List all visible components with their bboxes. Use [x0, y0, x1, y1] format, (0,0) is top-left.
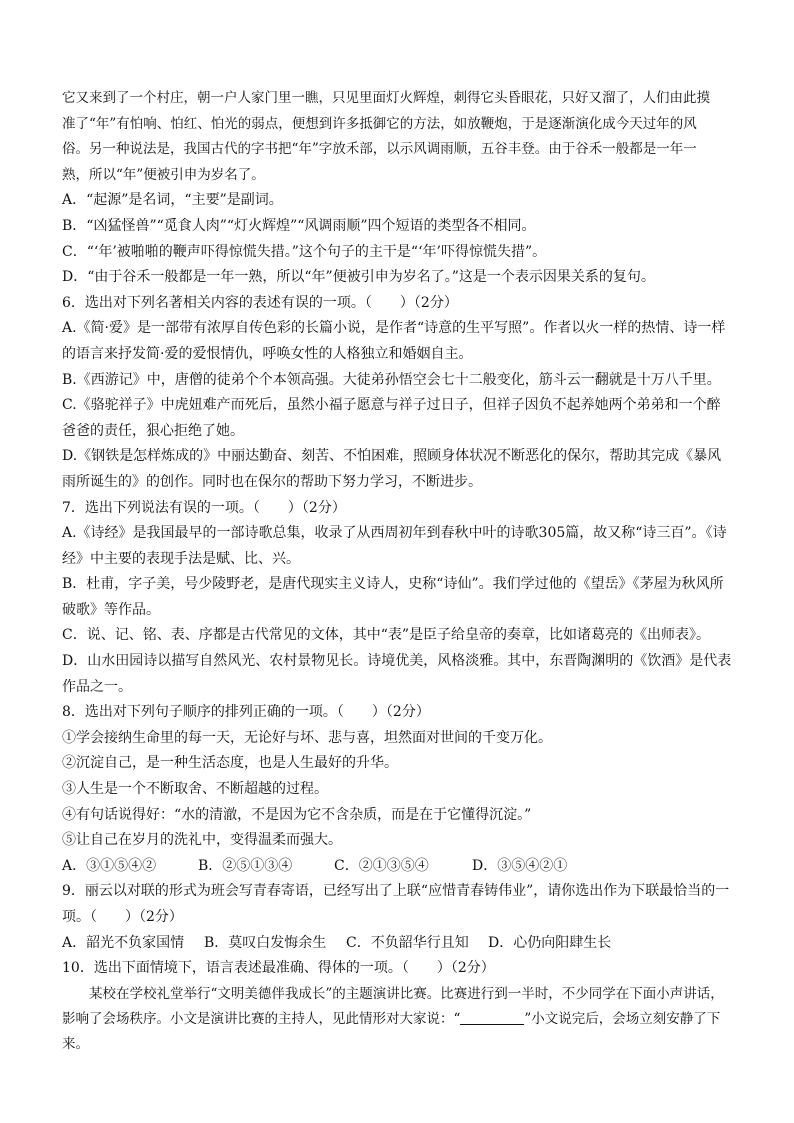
q6-stem: 6．选出对下列名著相关内容的表述有误的一项。（ ）（2分） [62, 294, 458, 311]
passage-line: 熟，所以“年”便被引申为岁名了。 [62, 166, 265, 183]
question-7 [62, 496, 734, 701]
question-10 [62, 956, 734, 1057]
q9-options [62, 931, 734, 957]
question-9 [62, 879, 734, 956]
question-8 [62, 700, 734, 879]
q8-options [62, 854, 734, 880]
q8-sentence: ④有句话说得好：“水的清澈，不是因为它不含杂质，而是在于它懂得沉淀。” [62, 806, 532, 823]
q9-option-b[interactable]: B．莫叹白发悔余生 [204, 934, 327, 951]
passage-line: 俗。另一种说法是，我国古代的字书把“年”字放禾部，以示风调雨顺，五谷丰登。由于谷禾一般都是一年一 [62, 141, 697, 158]
q9-stem-line2: 项。（ ）（2分） [62, 909, 183, 925]
q6-option-a[interactable]: A.《简·爱》是一部带有浓厚自传色彩的长篇小说，是作者“诗意的生平写照”。作者以火一样的热情、诗一样的语言来抒发简·爱的爱恨情仇，呼唤女性的人格独立和婚姻自主。 [62, 320, 726, 362]
q10-stem: 10．选出下面情境下，语言表述最准确、得体的一项。（ ）（2分） [62, 960, 495, 977]
q5-option-c[interactable]: C．“‘年’被啪啪的鞭声吓得惊慌失措。”这个句子的主干是“‘年’吓得惊慌失措”。 [62, 243, 547, 260]
q6-option-c[interactable]: C.《骆驼祥子》中虎妞难产而死后，虽然小福子愿意与祥子过日子，但祥子因负不起养她两个弟弟和一个醉爸爸的责任，狠心拒绝了她。 [62, 397, 721, 439]
q8-stem: 8．选出对下列句子顺序的排列正确的一项。（ ）（2分） [62, 704, 430, 721]
question-5-options [62, 188, 734, 290]
passage-tail [62, 86, 734, 188]
q8-option-a[interactable]: A．③①⑤④② [62, 857, 157, 874]
q8-option-c[interactable]: C．②①③⑤④ [334, 857, 429, 874]
question-6 [62, 291, 734, 496]
q5-option-a[interactable]: A．“起源”是名词，“主要”是副词。 [62, 192, 283, 209]
q9-option-a[interactable]: A．韶光不负家国情 [62, 934, 185, 951]
passage-line: 准了“年”有怕响、怕红、怕光的弱点，便想到许多抵御它的方法，如放鞭炮，于是逐渐演化成今天过年的风 [62, 115, 697, 132]
q8-option-b[interactable]: B．②⑤①③④ [198, 857, 293, 874]
q9-option-c[interactable]: C．不负韶华行且知 [346, 934, 469, 951]
q9-stem-line1: 9．丽云以对联的形式为班会写青春寄语，已经写出了上联“应惜青春铸伟业”，请你选出作为下联最恰当的一 [62, 883, 730, 900]
answer-blank[interactable] [460, 1010, 524, 1025]
q10-scenario-before: 某校在学校礼堂举行“文明美德伴我成长”的主题演讲比赛。比赛进行到一半时，不少同学在下面小声讲话，影响了会场秩序。小文是演讲比赛的主持人，见此情形对大家说：“ [62, 985, 724, 1027]
q7-option-c[interactable]: C．说、记、铭、表、序都是古代常见的文体，其中“表”是臣子给皇帝的奏章，比如诸葛亮的《出师表》。 [62, 627, 711, 644]
q8-sentence: ②沉淀自己，是一种生活态度，也是人生最好的升华。 [62, 755, 398, 772]
q7-stem: 7．选出下列说法有误的一项。（ ）（2分） [62, 499, 346, 516]
q8-sentence: ①学会接纳生命里的每一天，无论好与坏、悲与喜，坦然面对世间的千变万化。 [62, 729, 552, 746]
q5-option-b[interactable]: B．“凶猛怪兽”“觅食人肉”“灯火辉煌”“风调雨顺”四个短语的类型各不相同。 [62, 217, 536, 234]
passage-line: 它又来到了一个村庄，朝一户人家门里一瞧，只见里面灯火辉煌，刺得它头昏眼花，只好又溜了，人们由此摸 [62, 90, 710, 106]
q7-option-a[interactable]: A.《诗经》是我国最早的一部诗歌总集，收录了从西周初年到春秋中叶的诗歌305篇，故又称“诗三百”。《诗经》中主要的表现手法是赋、比、兴。 [62, 525, 727, 567]
q10-scenario [62, 982, 734, 1057]
q7-option-d[interactable]: D．山水田园诗以描写自然风光、农村景物见长。诗境优美，风格淡雅。其中，东晋陶渊明的《饮酒》是代表作品之一。 [62, 653, 732, 695]
q6-option-b[interactable]: B.《西游记》中，唐僧的徒弟个个本领高强。大徒弟孙悟空会七十二般变化，筋斗云一翻就是十万八千里。 [62, 371, 721, 388]
q6-option-d[interactable]: D.《钢铁是怎样炼成的》中丽达勤奋、刻苦、不怕困难，照顾身体状况不断恶化的保尔，帮助其完成《暴风雨所诞生的》的创作。同时也在保尔的帮助下努力学习，不断进步。 [62, 448, 722, 490]
q5-option-d[interactable]: D．“由于谷禾一般都是一年一熟，所以“年”便被引申为岁名了。”这是一个表示因果关系的复句。 [62, 269, 655, 286]
q8-sentence: ③人生是一个不断取舍、不断超越的过程。 [62, 781, 328, 798]
q8-sentence: ⑤让自己在岁月的洗礼中，变得温柔而强大。 [62, 832, 342, 849]
q8-option-d[interactable]: D．③⑤④②① [472, 857, 568, 874]
q10-scenario-after: ”小文说完后，会场立刻安静了下来。 [62, 1010, 721, 1052]
q9-option-d[interactable]: D．心仍向阳肆生长 [488, 934, 612, 951]
q7-option-b[interactable]: B．杜甫，字子美，号少陵野老，是唐代现实主义诗人，史称“诗仙”。我们学过他的《望岳》《茅屋为秋风所破歌》等作品。 [62, 576, 724, 618]
